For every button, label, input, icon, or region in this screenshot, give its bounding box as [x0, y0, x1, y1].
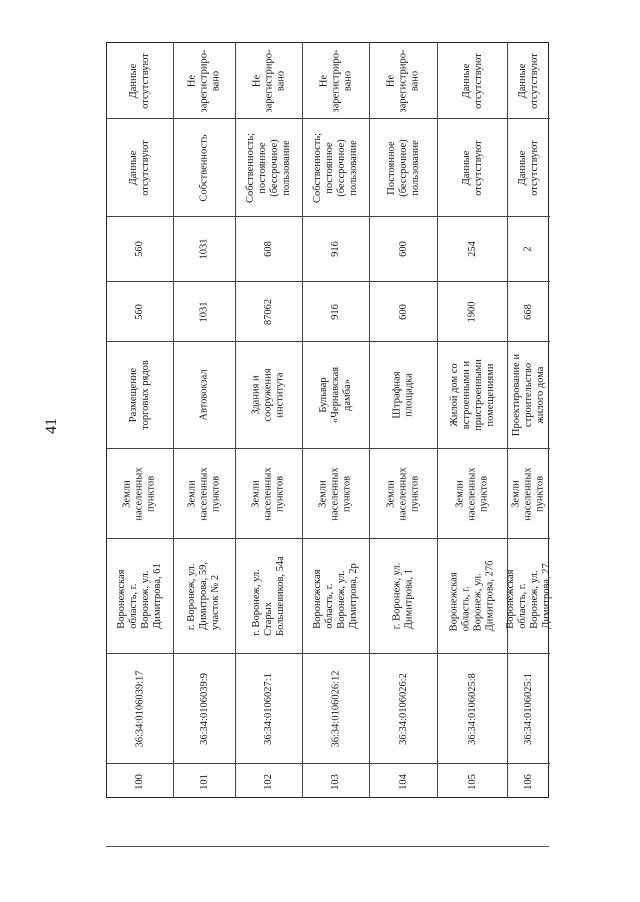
cell-area-document [438, 281, 507, 341]
cell-land-category [438, 448, 507, 538]
cell-number [303, 763, 369, 799]
cell-address-text: г. Воронеж, ул. Старых Большевиков, 54а [251, 556, 286, 636]
table-row [369, 43, 437, 797]
cell-address-text: Воронежская область, г. Воронеж, ул. Димитрова, 61 [116, 563, 163, 629]
cell-permitted-use-text: Здания и сооружения института [250, 368, 286, 422]
cell-registration-text: Не зарегистриро- вано [385, 49, 421, 112]
cell-address [370, 538, 437, 653]
cell-registration [508, 43, 550, 118]
cell-area-actual [370, 216, 437, 281]
cell-land-category [508, 448, 550, 538]
cell-number [236, 763, 302, 799]
cell-address-text: Воронежская область, г. Воронеж, ул. Димитрова, 2р [312, 563, 359, 629]
cell-right-type [303, 118, 369, 216]
table-row [302, 43, 369, 797]
cell-land-category [303, 448, 369, 538]
cell-cadastral-number [370, 653, 437, 763]
cell-address-text: Воронежская область, г. Воронеж, ул. Димитрова, 27 [505, 563, 552, 629]
cell-land-category-text: Земли населенных пунктов [317, 466, 353, 521]
cell-area-actual-text: 2 [523, 246, 534, 252]
cell-cadastral-number [438, 653, 507, 763]
cell-cadastral-number-text: 36:34:0106027:1 [263, 672, 275, 745]
cell-cadastral-number [236, 653, 302, 763]
cell-area-actual [438, 216, 507, 281]
cell-number [508, 763, 550, 799]
cell-right-type [236, 118, 302, 216]
cell-address-text: г. Воронеж, ул. Димитрова, 59, участок № 2 [186, 561, 222, 631]
cell-registration-text: Не зарегистриро- вано [317, 49, 353, 112]
cell-number [438, 763, 507, 799]
cell-number [370, 763, 437, 799]
cell-area-document [107, 281, 173, 341]
footer-rule [106, 846, 549, 847]
cell-permitted-use [303, 341, 369, 448]
cell-permitted-use-text: Проектирование и строительство жилого дома [511, 353, 547, 437]
cell-land-category [370, 448, 437, 538]
cell-number-text: 102 [263, 773, 274, 790]
cell-cadastral-number [107, 653, 173, 763]
cell-area-document-text: 1031 [198, 301, 210, 322]
cell-registration-text: Данные отсутствуют [128, 52, 151, 109]
cell-right-type [370, 118, 437, 216]
cell-permitted-use-text: Штрафная площадка [391, 371, 415, 419]
cell-cadastral-number-text: 36:34:0106039:9 [198, 672, 210, 745]
cell-permitted-use [107, 341, 173, 448]
table-row [173, 43, 235, 797]
cell-land-category [236, 448, 302, 538]
cell-area-actual [236, 216, 302, 281]
cell-address [438, 538, 507, 653]
cell-number-text: 106 [523, 773, 534, 790]
cell-right-type [438, 118, 507, 216]
cell-area-document [370, 281, 437, 341]
cell-area-document-text: 560 [134, 303, 145, 320]
cell-area-actual-text: 560 [134, 241, 145, 257]
cell-area-document [508, 281, 550, 341]
cell-number-text: 105 [466, 773, 478, 790]
cell-area-document-text: 87062 [263, 298, 274, 325]
cell-address-text: Воронежская область, г. Воронеж, ул. Димитрова, 27б [448, 560, 496, 632]
cell-land-category-text: Земли населенных пунктов [454, 466, 490, 521]
cell-registration-text: Не зарегистриро- вано [186, 49, 222, 112]
cell-area-actual-text: 600 [397, 241, 409, 257]
cell-area-actual-text: 608 [263, 241, 274, 257]
cell-registration [438, 43, 507, 118]
table-row [235, 43, 302, 797]
cell-permitted-use-text: Бульвар «Чернавская дамба» [317, 366, 353, 424]
cell-permitted-use-text: Автовокзал [198, 369, 210, 421]
cell-right-type [107, 118, 173, 216]
cell-area-document [236, 281, 302, 341]
cell-cadastral-number-text: 36:34:0106039:17 [134, 669, 146, 748]
cell-area-document-text: 600 [397, 303, 409, 320]
cell-cadastral-number [508, 653, 550, 763]
cell-area-actual [303, 216, 369, 281]
cell-registration-text: Не зарегистриро- вано [250, 49, 286, 112]
cell-permitted-use [174, 341, 235, 448]
cell-right-type-text: Собственность [198, 133, 210, 202]
cell-registration-text: Данные отсутствуют [517, 52, 540, 109]
cell-cadastral-number-text: 36:34:0106025:8 [466, 672, 478, 745]
cell-area-document-text: 916 [330, 303, 341, 320]
cell-right-type-text: Постоянное (бессрочное) пользование [385, 138, 421, 197]
cell-area-actual-text: 1031 [198, 238, 210, 260]
cell-area-actual-text: 916 [330, 241, 341, 257]
cell-registration [370, 43, 437, 118]
cell-land-category-text: Земли населенных пунктов [186, 466, 222, 521]
cell-area-actual [107, 216, 173, 281]
table-row [507, 43, 550, 797]
cell-registration-text: Данные отсутствуют [460, 52, 484, 109]
cell-area-actual-text: 254 [466, 241, 478, 257]
cell-address [107, 538, 173, 653]
cell-number [174, 763, 235, 799]
cell-right-type [508, 118, 550, 216]
cell-right-type [174, 118, 235, 216]
cell-permitted-use [370, 341, 437, 448]
cell-registration [107, 43, 173, 118]
cell-registration [174, 43, 235, 118]
cell-address [174, 538, 235, 653]
cell-cadastral-number [174, 653, 235, 763]
cell-address [236, 538, 302, 653]
cell-cadastral-number-text: 36:34:0106026:2 [397, 672, 409, 745]
cell-land-category-text: Земли населенных пунктов [250, 466, 286, 521]
page-number: 41 [43, 418, 60, 434]
cell-number-text: 101 [198, 773, 210, 790]
cell-land-category-text: Земли населенных пунктов [385, 466, 421, 521]
cell-address [505, 538, 552, 653]
cell-cadastral-number-text: 36:34:0106025:1 [523, 672, 535, 745]
cell-registration [303, 43, 369, 118]
cell-area-document [174, 281, 235, 341]
cell-right-type-text: Данные отсутствуют [460, 139, 484, 196]
cell-land-category [174, 448, 235, 538]
cell-land-category-text: Земли населенных пунктов [511, 466, 547, 521]
cell-area-actual [508, 216, 550, 281]
table-row [107, 43, 173, 797]
cell-address [303, 538, 369, 653]
cell-right-type-text: Собственность; постоянное (бессрочное) пользование [245, 132, 293, 203]
cell-permitted-use [438, 341, 507, 448]
cell-number [107, 763, 173, 799]
cell-permitted-use-text: Размещение торговых рядов [128, 360, 152, 430]
cell-area-document-text: 668 [523, 303, 534, 320]
cell-area-document [303, 281, 369, 341]
cell-cadastral-number [303, 653, 369, 763]
cell-area-actual [174, 216, 235, 281]
cell-number-text: 103 [330, 773, 341, 790]
land-plots-table [106, 42, 552, 798]
cell-address-text: г. Воронеж, ул. Димитрова, 1 [391, 562, 415, 630]
cell-area-document-text: 1900 [466, 301, 478, 322]
cell-number-text: 104 [397, 773, 409, 790]
cell-number-text: 100 [134, 773, 145, 790]
cell-land-category [107, 448, 173, 538]
cell-permitted-use [236, 341, 302, 448]
cell-right-type-text: Данные отсутствуют [517, 139, 540, 196]
cell-right-type-text: Данные отсутствуют [128, 139, 151, 196]
cell-permitted-use-text: Жилой дом со встроенными и пристроенными помещениями [448, 359, 496, 431]
cell-cadastral-number-text: 36:34:0106026:12 [330, 669, 342, 748]
cell-registration [236, 43, 302, 118]
table-row [437, 43, 507, 797]
cell-land-category-text: Земли населенных пунктов [121, 466, 157, 521]
cell-right-type-text: Собственность; постоянное (бессрочное) пользование [312, 132, 360, 203]
cell-permitted-use [508, 341, 550, 448]
